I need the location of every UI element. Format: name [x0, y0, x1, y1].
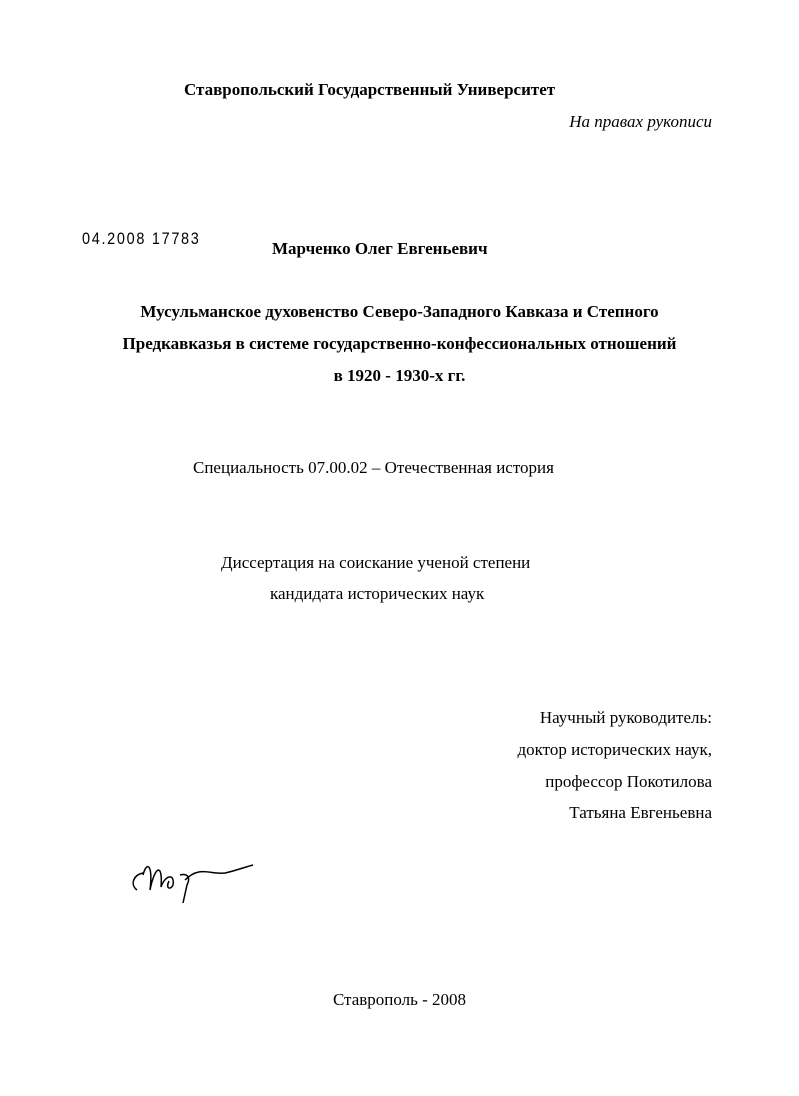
supervisor-degree: доктор исторических наук, [517, 740, 712, 759]
specialty: Специальность 07.00.02 – Отечественная история [193, 458, 554, 477]
supervisor-name: Татьяна Евгеньевна [569, 803, 712, 822]
title-line-1: Мусульманское духовенство Северо-Западного Кавказа и Степного [140, 302, 659, 321]
title-line-2: Предкавказья в системе государственно-конфессиональных отношений [122, 334, 677, 353]
library-stamp-number: 04.2008 17783 [82, 229, 201, 248]
author-name: Марченко Олег Евгеньевич [272, 239, 488, 258]
supervisor-label: Научный руководитель: [539, 708, 712, 727]
supervisor-title: профессор Покотилова [545, 772, 712, 791]
university-name: Ставропольский Государственный Университет [184, 80, 556, 99]
degree-line-1: Диссертация на соискание ученой степени [221, 553, 531, 572]
city-year: Ставрополь - 2008 [332, 990, 467, 1009]
title-line-3: в 1920 - 1930-х гг. [333, 366, 466, 385]
degree-line-2: кандидата исторических наук [270, 584, 485, 603]
handwritten-signature [125, 845, 260, 905]
manuscript-note: На правах рукописи [569, 112, 712, 131]
